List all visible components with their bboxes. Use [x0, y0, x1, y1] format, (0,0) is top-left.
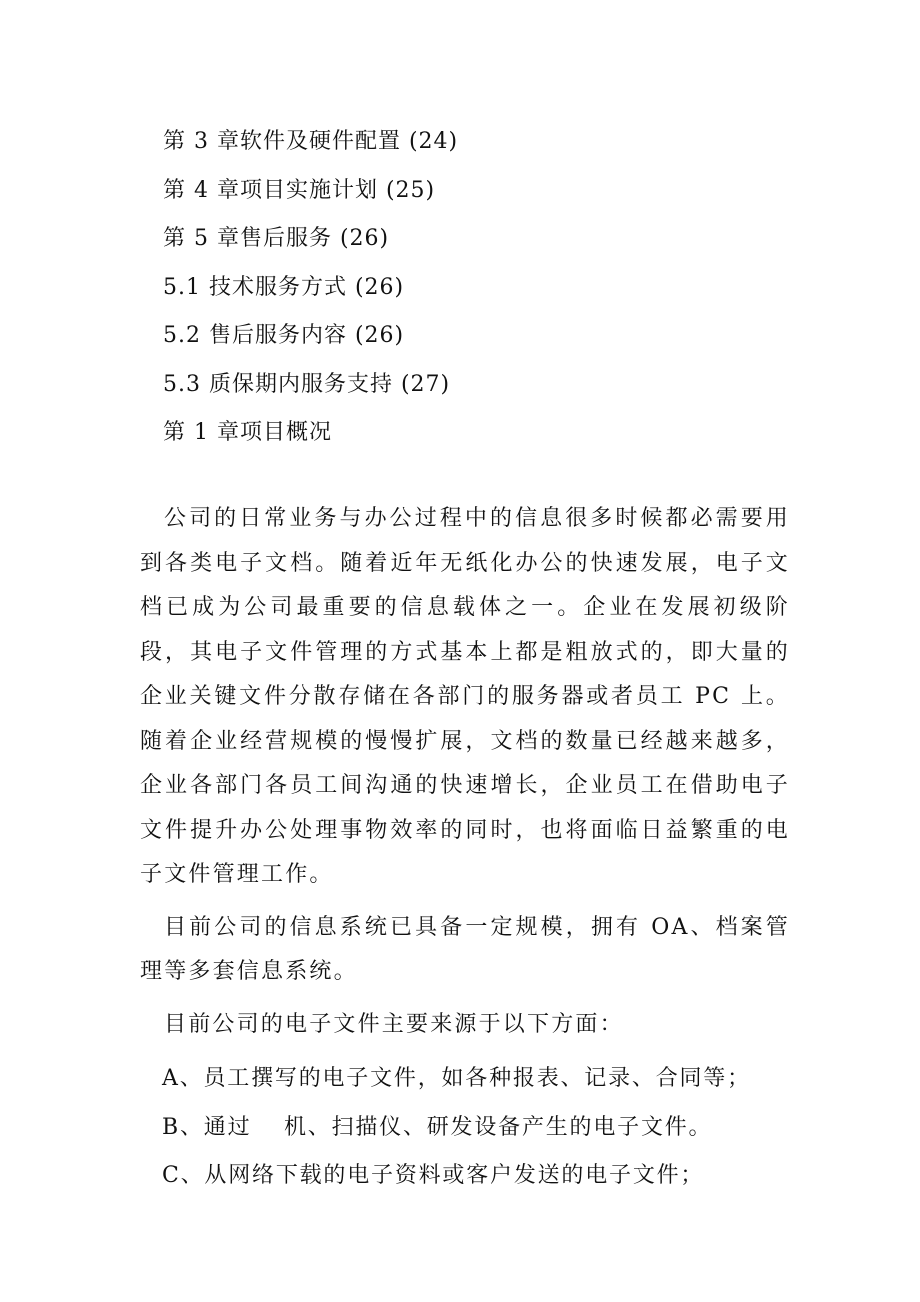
table-of-contents	[163, 118, 803, 458]
chapter-heading: 第 1 章项目概况	[163, 420, 332, 445]
toc-item: 第 3 章软件及硬件配置 (24)	[163, 129, 459, 154]
paragraph-systems: 目前公司的信息系统已具备一定规模，拥有 OA、档案管理等多套信息系统。	[140, 914, 790, 984]
list-item: B、通过 机、扫描仪、研发设备产生的电子文件。	[162, 1114, 713, 1140]
source-list	[140, 1055, 790, 1201]
paragraph-sources-intro: 目前公司的电子文件主要来源于以下方面：	[164, 1011, 624, 1037]
body-text	[140, 497, 790, 1201]
toc-item: 第 4 章项目实施计划 (25)	[163, 177, 436, 203]
toc-item: 5.2 售后服务内容 (26)	[163, 323, 405, 348]
list-item: C、从网络下载的电子资料或客户发送的电子文件；	[162, 1163, 705, 1188]
toc-item: 第 5 章售后服务 (26)	[163, 226, 390, 251]
list-item: A、员工撰写的电子文件，如各种报表、记录、合同等；	[162, 1066, 751, 1091]
paragraph-overview: 公司的日常业务与办公过程中的信息很多时候都必需要用到各类电子文档。随着近年无纸化办公的快速发展，电子文档已成为公司最重要的信息载体之一。企业在发展初级阶段，其电子文件管理的方式基本上都是粗放式的，即大量的企业关键文件分散存储在各部门的服务器或者员工 PC 上。随着企业经营规模的慢慢扩展，文档的数量已经越来越多，企业各部门各员工间沟通的快速增长，企业员工在借助电子文件提升办公处理事物效率的同时，也将面临日益繁重的电子文件管理工作。	[140, 506, 790, 887]
toc-item: 5.1 技术服务方式 (26)	[163, 274, 405, 300]
toc-item: 5.3 质保期内服务支持 (27)	[163, 371, 451, 397]
